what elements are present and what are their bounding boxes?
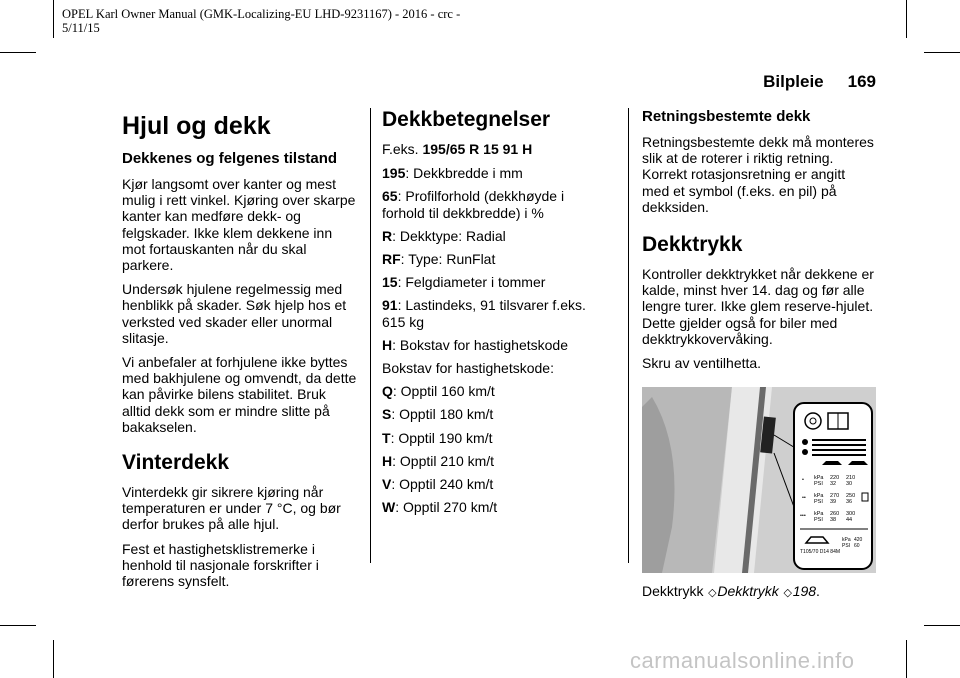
item-key: 15 xyxy=(382,274,398,291)
load-1-person-icon: • xyxy=(802,477,804,484)
item-key: T xyxy=(382,429,391,446)
paragraph: Vi anbefaler at forhjulene ikke byttes med bakhjulene og omvendt, da dette kan påvirke bilens stabilitet. Bruk alltid dekk som er mindre slitte på bakakselen. xyxy=(122,354,357,435)
crop-mark xyxy=(0,625,36,626)
speed-item xyxy=(382,476,608,492)
column-1 xyxy=(122,108,358,597)
item-text: : Profilforhold (dekkhøyde i forhold til dekkbredde) i % xyxy=(382,188,565,221)
column-divider xyxy=(628,108,629,563)
speed-item xyxy=(382,430,608,446)
item-text: : Lastindeks, 91 tilsvarer f.eks. 615 kg xyxy=(382,297,586,330)
subheading-condition: Dekkenes og felgenes tilstand xyxy=(122,150,338,167)
subheading-directional-tyres: Retningsbestemte dekk xyxy=(642,108,811,125)
item-text: : Bokstav for hastighetskode xyxy=(392,336,568,353)
pressure-value: 39 xyxy=(830,499,837,506)
doc-header-line1: OPEL Karl Owner Manual (GMK-Localizing-EU LHD-9231167) - 2016 - crc - xyxy=(62,7,461,21)
section-name: Bilpleie xyxy=(763,72,824,91)
watermark: carmanualsonline.info xyxy=(630,648,855,673)
designation-item xyxy=(382,251,608,267)
designation-item xyxy=(382,337,608,353)
designation-item xyxy=(382,188,608,220)
paragraph: Skru av ventilhetta. xyxy=(642,355,762,372)
unit-top: kPa xyxy=(842,537,851,544)
item-text: : Opptil 180 km/t xyxy=(391,406,494,423)
crop-mark xyxy=(53,640,54,678)
example-value: 195/65 R 15 91 H xyxy=(422,141,533,157)
pressure-value: 38 xyxy=(830,517,837,524)
pressure-value: 210 xyxy=(846,475,856,482)
item-key: 91 xyxy=(382,297,398,314)
speed-item xyxy=(382,406,608,422)
size-line xyxy=(812,449,866,451)
pressure-value: 300 xyxy=(846,511,856,518)
item-key: R xyxy=(382,227,393,244)
cross-reference-icon: ◇ xyxy=(783,587,792,600)
item-key: V xyxy=(382,476,392,493)
size-line xyxy=(812,444,866,446)
item-text: : Dekkbredde i mm xyxy=(405,165,523,182)
crop-mark xyxy=(906,640,907,678)
item-key: S xyxy=(382,406,392,423)
item-text: : Opptil 270 km/t xyxy=(395,499,498,516)
section-title-wheels-tyres: Hjul og dekk xyxy=(122,112,271,140)
caption-end: . xyxy=(816,583,820,600)
badge-2-icon xyxy=(802,449,808,455)
caption-reference-link[interactable]: Dekktrykk xyxy=(717,583,779,600)
item-key: 195 xyxy=(382,165,406,182)
unit-bottom: PSI xyxy=(814,481,823,488)
unit-bottom: PSI xyxy=(814,499,823,506)
tyre-pressure-label-illustration xyxy=(642,387,876,573)
item-text: : Felgdiameter i tommer xyxy=(397,274,546,291)
unit-bottom: PSI xyxy=(842,543,851,550)
pressure-value: 220 xyxy=(830,475,840,482)
badge-1-icon xyxy=(802,439,808,445)
document-header xyxy=(62,7,522,35)
item-text: : Type: RunFlat xyxy=(400,251,496,268)
item-text: : Opptil 210 km/t xyxy=(392,452,495,469)
speed-intro: Bokstav for hastighetskode: xyxy=(382,360,554,377)
pressure-value: 250 xyxy=(846,493,856,500)
item-key: RF xyxy=(382,251,401,268)
caption-reference-page[interactable]: 198 xyxy=(792,583,817,600)
load-2-persons-icon: •• xyxy=(802,495,806,502)
page-number: 169 xyxy=(847,72,876,91)
spare-pressure-value: 420 xyxy=(854,537,863,544)
pressure-value: 270 xyxy=(830,493,840,500)
item-text: : Opptil 160 km/t xyxy=(392,383,495,400)
pressure-value: 30 xyxy=(846,481,853,488)
paragraph: Fest et hastighetsklistremerke i henhold til nasjonale forskrifter i førerens synsfelt. xyxy=(122,540,319,590)
unit-top: kPa xyxy=(814,475,824,482)
pressure-value: 44 xyxy=(846,517,853,524)
designation-item xyxy=(382,228,608,244)
example-line xyxy=(382,141,608,157)
column-3 xyxy=(642,108,876,609)
paragraph: Retningsbestemte dekk må monteres slik at de roterer i riktig retning. Korrekt rotasjonsretning er angitt med et symbol (f.eks. en pil) på dekksiden. xyxy=(642,134,874,215)
spare-pressure-value: 60 xyxy=(854,543,860,550)
crop-mark xyxy=(0,52,36,53)
size-line xyxy=(812,439,866,441)
item-key: Q xyxy=(382,383,393,400)
crop-mark xyxy=(53,0,54,38)
crop-mark xyxy=(924,625,960,626)
caption-text: Dekktrykk xyxy=(642,583,704,600)
spare-tyre-size: T105/70 D14 84M xyxy=(800,549,841,556)
crop-mark xyxy=(924,52,960,53)
heading-tyre-designations: Dekkbetegnelser xyxy=(382,108,551,131)
unit-top: kPa xyxy=(814,511,824,518)
speed-item xyxy=(382,499,608,515)
crop-mark xyxy=(906,0,907,38)
item-key: H xyxy=(382,336,393,353)
paragraph: Undersøk hjulene regelmessig med henblikk på skader. Søk hjelp hos et verksted ved skader eller unormal slitasje. xyxy=(122,281,347,346)
unit-bottom: PSI xyxy=(814,517,823,524)
item-key: H xyxy=(382,452,393,469)
item-text: : Opptil 190 km/t xyxy=(390,429,493,446)
paragraph: Kjør langsomt over kanter og mest mulig i rett vinkel. Kjøring over skarpe kanter kan medføre dekk- og felgskader. Ikke klem dekkene inn mot fortauskanten når du skal parkere. xyxy=(122,176,356,274)
figure-caption xyxy=(642,583,876,601)
example-label: F.eks. xyxy=(382,141,423,157)
unit-top: kPa xyxy=(814,493,824,500)
doc-header-line2: 5/11/15 xyxy=(62,21,100,35)
cross-reference-icon: ◇ xyxy=(708,587,717,600)
paragraph: Vinterdekk gir sikrere kjøring når temperaturen er under 7 °C, og bør derfor brukes på alle hjul. xyxy=(122,484,341,533)
column-2 xyxy=(382,108,608,522)
column-divider xyxy=(370,108,371,563)
item-text: : Dekktype: Radial xyxy=(392,227,506,244)
speed-item xyxy=(382,383,608,399)
pressure-value: 36 xyxy=(846,499,853,506)
designation-item xyxy=(382,165,608,181)
running-head xyxy=(700,72,876,92)
heading-tyre-pressure: Dekktrykk xyxy=(642,233,743,257)
item-key: W xyxy=(382,499,396,516)
pressure-value: 260 xyxy=(830,511,840,518)
size-line xyxy=(812,454,866,456)
designation-item xyxy=(382,297,608,329)
item-key: 65 xyxy=(382,188,398,205)
designation-item xyxy=(382,274,608,290)
pressure-value: 32 xyxy=(830,481,837,488)
paragraph: Kontroller dekktrykket når dekkene er kalde, minst hver 14. dag og før alle lengre turer. Ikke glem reserve-hjulet. Dette gjelder også for biler med dekktrykkovervåking. xyxy=(642,266,874,347)
item-text: : Opptil 240 km/t xyxy=(391,476,494,493)
heading-winter-tyres: Vinterdekk xyxy=(122,451,229,475)
load-full-icon: ••• xyxy=(800,513,806,520)
speed-item xyxy=(382,453,608,469)
